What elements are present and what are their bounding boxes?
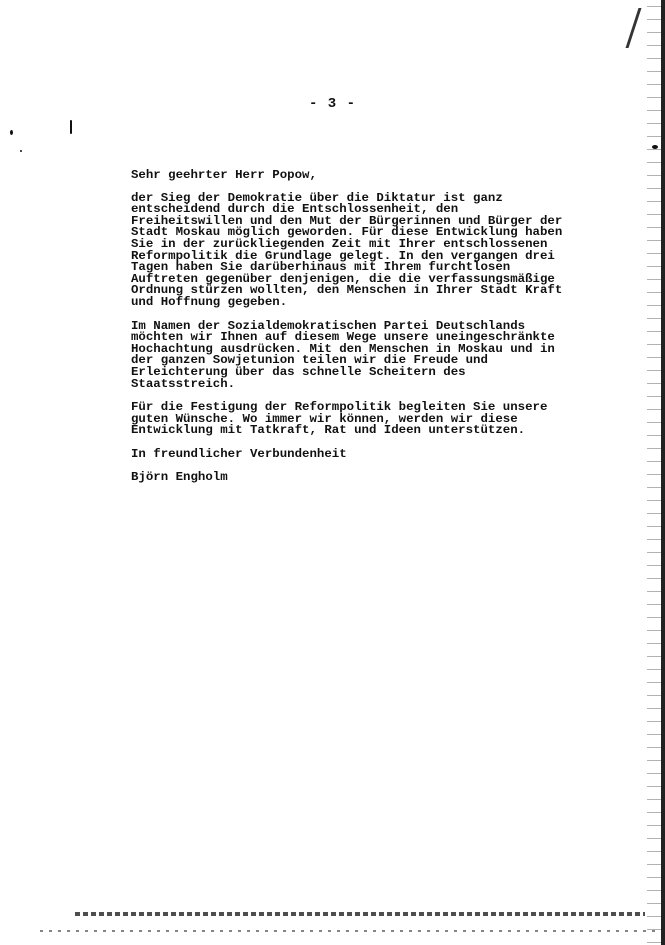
- text-line: der Sieg der Demokratie über die Diktatur ist ganz: [131, 190, 503, 205]
- text-line: Ordnung stürzen wollten, den Menschen in Ihrer Stadt Kraft: [131, 283, 563, 298]
- text-line: möchten wir Ihnen auf diesem Wege unsere uneingeschränkte: [131, 330, 555, 345]
- text-line: Reformpolitik die Grundlage gelegt. In den vergangen drei: [131, 248, 555, 263]
- text-line: und Hoffnung gegeben.: [131, 294, 288, 309]
- text-line: Staatsstreich.: [131, 376, 236, 391]
- scan-speck: [10, 130, 13, 135]
- text-line: Auftreten gegenüber denjenigen, die die verfassungsmäßige: [131, 271, 555, 286]
- text-line: Stadt Moskau möglich geworden. Für diese Entwicklung haben: [131, 225, 563, 240]
- text-line: entscheidend durch die Entschlossenheit, den: [131, 202, 459, 217]
- page-number: - 3 -: [308, 96, 356, 112]
- text-line: Tagen haben Sie darüberhinaus mit Ihrem furchtlosen: [131, 260, 511, 275]
- text-line: der ganzen Sowjetunion teilen wir die Freude und: [131, 353, 488, 368]
- text-line: Freiheitswillen und den Mut der Bürgerinnen und Bürger der: [131, 213, 563, 228]
- scan-right-edge-line: [661, 0, 665, 945]
- scan-speck: [70, 120, 72, 134]
- scan-speck: [652, 145, 658, 149]
- paragraph-1: [131, 190, 601, 309]
- paragraph-2: [131, 318, 601, 391]
- scan-bottom-edge-2: [40, 930, 655, 932]
- paragraph-3: [131, 402, 601, 437]
- text-line: Sie in der zurückliegenden Zeit mit Ihrer entschlossenen: [131, 236, 548, 251]
- text-line: guten Wünsche. Wo immer wir können, werden wir diese: [131, 411, 518, 426]
- text-line: Für die Festigung der Reformpolitik begleiten Sie unsere: [131, 400, 548, 415]
- text-line: Erleichterung über das schnelle Scheitern des: [131, 364, 466, 379]
- text-line: Hochachtung ausdrücken. Mit den Menschen in Moskau und in: [131, 341, 555, 356]
- text-line: Entwicklung mit Tatkraft, Rat und Ideen unterstützen.: [131, 423, 526, 438]
- letter-body: [131, 170, 601, 484]
- signature-name: Björn Engholm: [131, 470, 228, 485]
- closing: In freundlicher Verbundenheit: [131, 446, 347, 461]
- scan-bottom-edge: [75, 912, 645, 916]
- text-line: Im Namen der Sozialdemokratischen Partei Deutschlands: [131, 318, 526, 333]
- salutation: Sehr geehrter Herr Popow,: [131, 168, 317, 182]
- scan-speck: [20, 150, 22, 152]
